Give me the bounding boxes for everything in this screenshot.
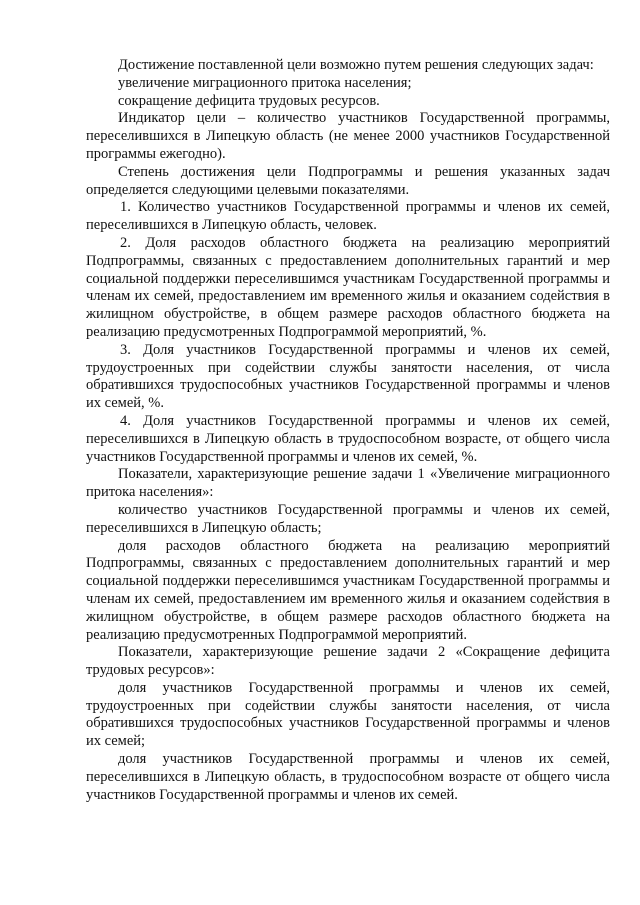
paragraph-goal-indicator: Индикатор цели – количество участников Государственной программы, переселившихся в Липецкую область (не менее 2000 участников Государственной программы ежегодно). [86,110,610,162]
paragraph-task-1-indicator-b: доля расходов областного бюджета на реализацию мероприятий Подпрограммы, связанных с предоставлением дополнительных гарантий и мер социальной поддержки переселившимся участникам Государственной программы и членам их семей, предоставлением им временного жилья и оказанием содействия в жилищном обустройстве, в общем размере расходов областного бюджета на реализацию предусмотренных Подпрограммой мероприятий. [86,537,610,643]
paragraph-task-1-indicators-heading: Показатели, характеризующие решение задачи 1 «Увеличение миграционного притока населения»: [86,466,610,501]
paragraph-goal-intro: Достижение поставленной цели возможно путем решения следующих задач: [118,57,594,73]
paragraph-indicator-2: 2. Доля расходов областного бюджета на реализацию мероприятий Подпрограммы, связанных с предоставлением дополнительных гарантий и мер социальной поддержки переселившимся участникам Государственной программы и членам их семей, предоставлением им временного жилья и оказанием содействия в жилищном обустройстве, в общем размере расходов областного бюджета на реализацию предусмотренных Подпрограммой мероприятий, %. [86,234,610,340]
paragraph-indicator-4: 4. Доля участников Государственной программы и членов их семей, переселившихся в Липецкую область в трудоспособном возрасте, от общего числа участников Государственной программы и членов их семей, %. [86,412,610,465]
paragraph-indicators-intro: Степень достижения цели Подпрограммы и решения указанных задач определяется следующими целевыми показателями. [86,163,610,198]
paragraph-task-2-indicators-heading: Показатели, характеризующие решение задачи 2 «Сокращение дефицита трудовых ресурсов»: [86,644,610,679]
paragraph-task-2: сокращение дефицита трудовых ресурсов. [118,92,380,109]
paragraph-task-2-indicator-b: доля участников Государственной программы и членов их семей, переселившихся в Липецкую область, в трудоспособном возрасте от общего числа участников Государственной программы и членов их семей. [86,751,610,803]
paragraph-task-2-indicator-a: доля участников Государственной программы и членов их семей, трудоустроенных при содействии службы занятости населения, от числа обратившихся трудоспособных участников Государственной программы и членов их семей; [86,679,610,750]
paragraph-indicator-3: 3. Доля участников Государственной программы и членов их семей, трудоустроенных при содействии службы занятости населения, от числа обратившихся трудоспособных участников Государственной программы и членов их семей, %. [86,341,610,412]
paragraph-indicator-1: 1. Количество участников Государственной программы и членов их семей, переселившихся в Липецкую область, человек. [86,199,610,234]
paragraph-task-1-indicator-a: количество участников Государственной программы и членов их семей, переселившихся в Липецкую область; [86,501,610,536]
paragraph-task-1: увеличение миграционного притока населения; [118,74,412,91]
